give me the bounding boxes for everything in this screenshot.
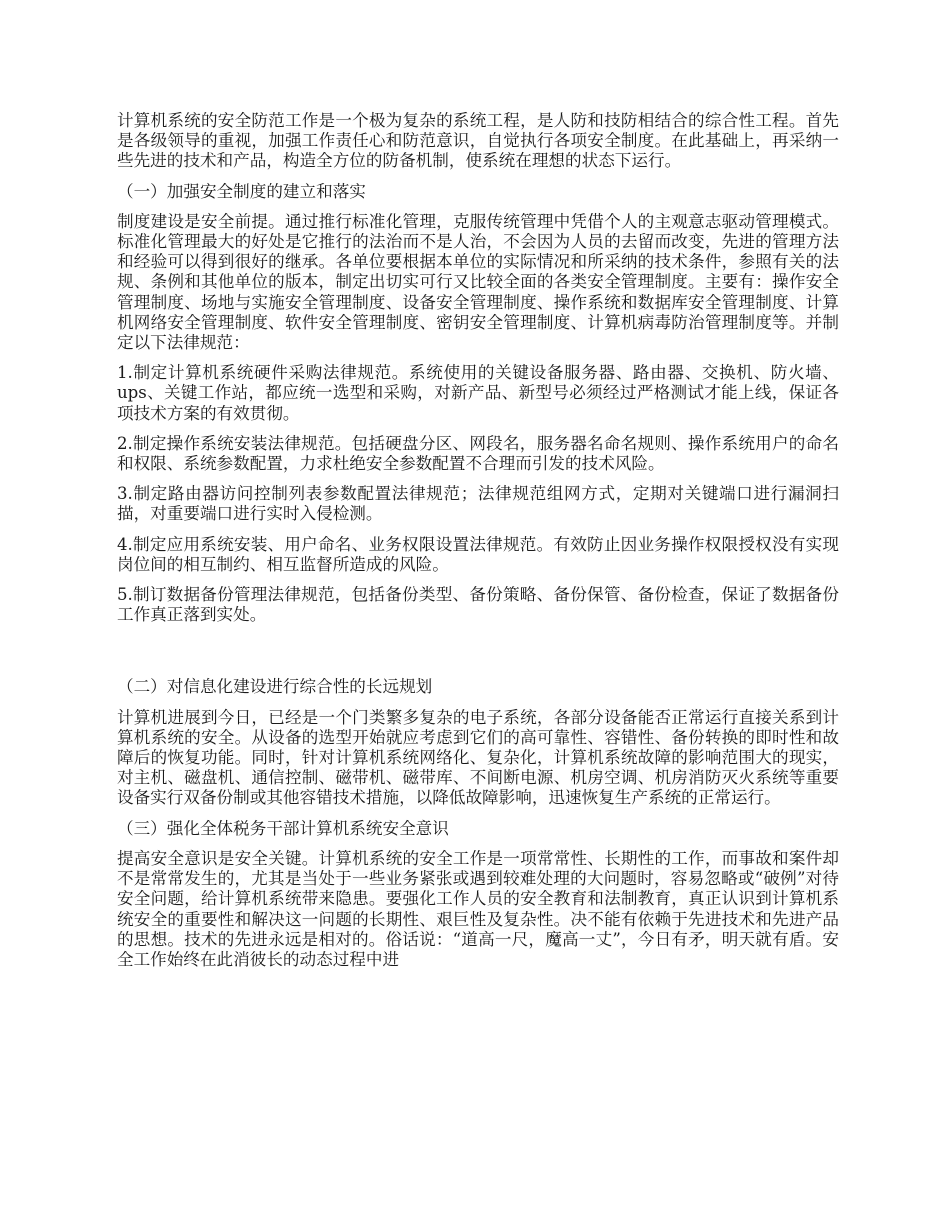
section-1-paragraph: 制度建设是安全前提。通过推行标准化管理，克服传统管理中凭借个人的主观意志驱动管理模式。标准化管理最大的好处是它推行的法治而不是人治，不会因为人员的去留而改变，先进的管理方法和经验可以得到很好的继承。各单位要根据本单位的实际情况和所采纳的技术条件，参照有关的法规、条例和其他单位的版本，制定出切实可行又比较全面的各类安全管理制度。主要有：操作安全管理制度、场地与实施安全管理制度、设备安全管理制度、操作系统和数据库安全管理制度、计算机网络安全管理制度、软件安全管理制度、密钥安全管理制度、计算机病毒防治管理制度等。并制定以下法律规范： [117,211,839,353]
section-3-paragraph: 提高安全意识是安全关键。计算机系统的安全工作是一项常常性、长期性的工作，而事故和案件却不是常常发生的，尤其是当处于一些业务紧张或遇到较难处理的大问题时，容易忽略或“破例”对待安全问题，给计算机系统带来隐患。要强化工作人员的安全教育和法制教育，真正认识到计算机系统安全的重要性和解决这一问题的长期性、艰巨性及复杂性。决不能有依赖于先进技术和先进产品的思想。技术的先进永远是相对的。俗话说：“道高一尺，魔高一丈”，今日有矛，明天就有盾。安全工作始终在此消彼长的动态过程中进 [117,848,839,969]
section-2-paragraph: 计算机进展到今日，已经是一个门类繁多复杂的电子系统，各部分设备能否正常运行直接关系到计算机系统的安全。从设备的选型开始就应考虑到它们的高可靠性、容错性、备份转换的即时性和故障后的恢复功能。同时，针对计算机系统网络化、复杂化，计算机系统故障的影响范围大的现实，对主机、磁盘机、通信控制、磁带机、磁带库、不间断电源、机房空调、机房消防灭火系统等重要设备实行双备份制或其他容错技术措施，以降低故障影响，迅速恢复生产系统的正常运行。 [117,707,839,808]
intro-paragraph: 计算机系统的安全防范工作是一个极为复杂的系统工程，是人防和技防相结合的综合性工程。首先是各级领导的重视，加强工作责任心和防范意识，自觉执行各项安全制度。在此基础上，再采纳一些先进的技术和产品，构造全方位的防备机制，使系统在理想的状态下运行。 [117,111,839,171]
rule-item-4: 4.制定应用系统安装、用户命名、业务权限设置法律规范。有效防止因业务操作权限授权没有实现岗位间的相互制约、相互监督所造成的风险。 [117,534,839,574]
rule-item-5: 5.制订数据备份管理法律规范，包括备份类型、备份策略、备份保管、备份检查，保证了数据备份工作真正落到实处。 [117,585,839,625]
rule-item-2: 2.制定操作系统安装法律规范。包括硬盘分区、网段名，服务器名命名规则、操作系统用户的命名和权限、系统参数配置，力求杜绝安全参数配置不合理而引发的技术风险。 [117,433,839,474]
rule-item-3: 3.制定路由器访问控制列表参数配置法律规范；法律规范组网方式，定期对关键端口进行漏洞扫描，对重要端口进行实时入侵检测。 [117,484,839,524]
section-heading-3: （三）强化全体税务干部计算机系统安全意识 [117,818,449,838]
rule-item-1: 1.制定计算机系统硬件采购法律规范。系统使用的关键设备服务器、路由器、交换机、防火墙、ups、关键工作站，都应统一选型和采购，对新产品、新型号必须经过严格测试才能上线，保证各项技术方案的有效贯彻。 [117,363,839,423]
section-heading-1: （一）加强安全制度的建立和落实 [117,181,366,201]
document-body [117,111,839,980]
section-heading-2: （二）对信息化建设进行综合性的长远规划 [117,677,433,697]
blank-gap [117,635,839,677]
